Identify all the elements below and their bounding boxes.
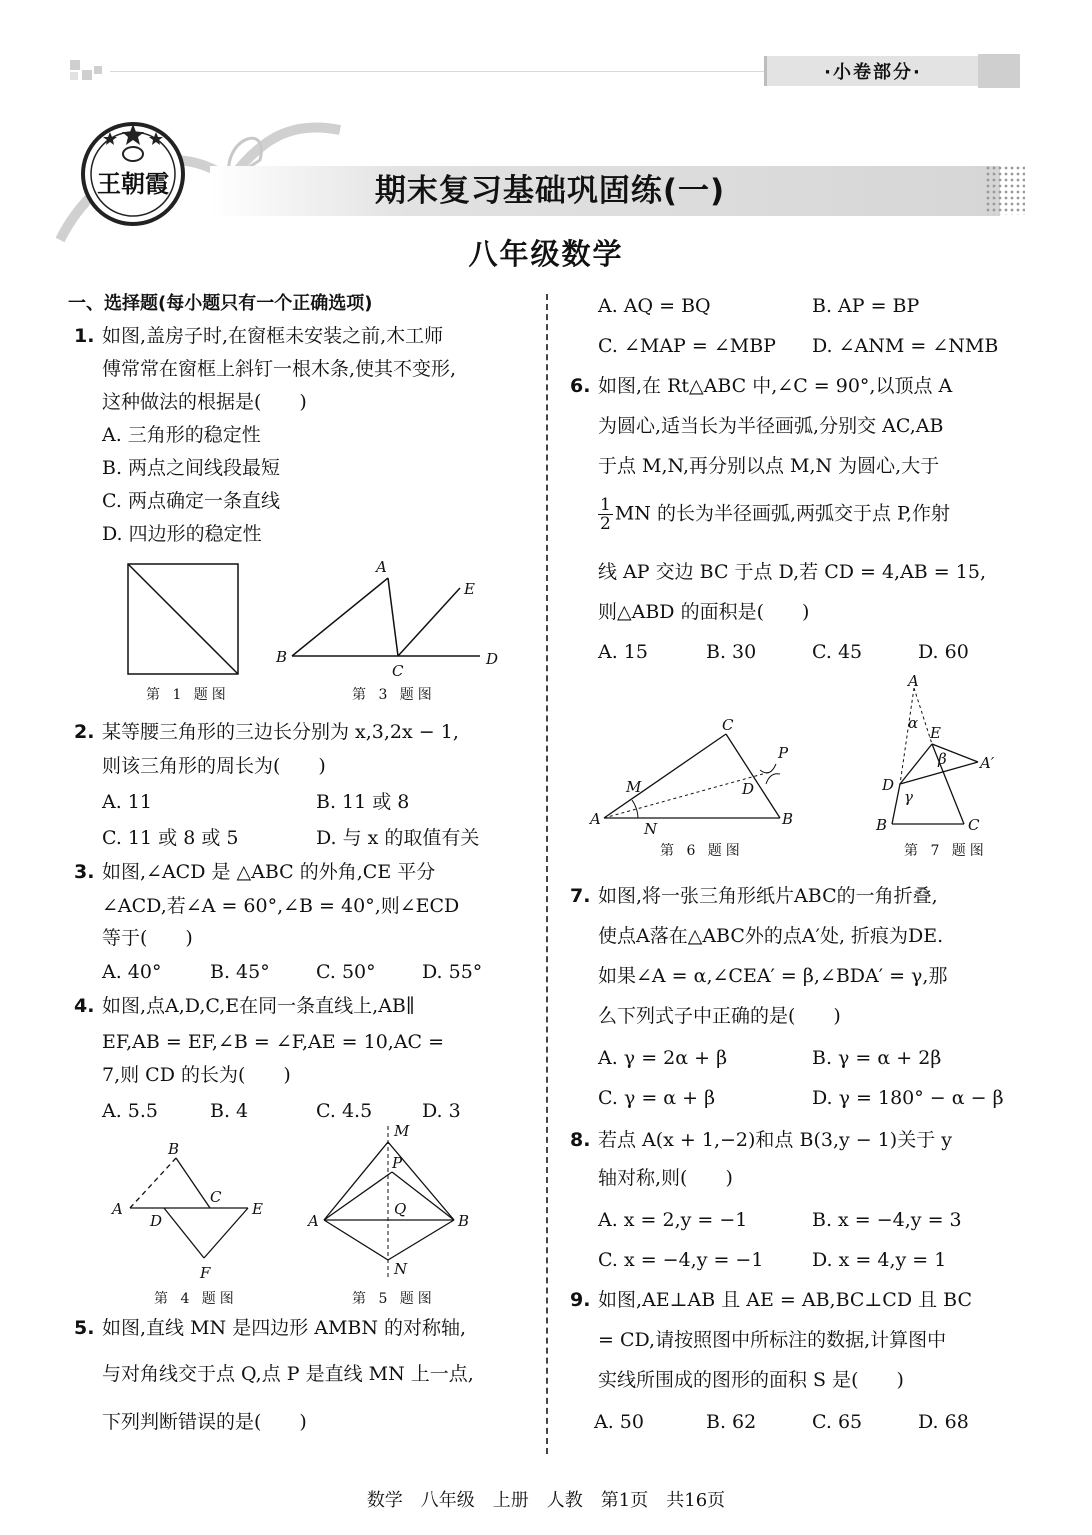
q8-line2: 轴对称,则( ) bbox=[598, 1167, 733, 1189]
figure-1 bbox=[124, 560, 244, 680]
q9-line2: = CD,请按照图中所标注的数据,计算图中 bbox=[598, 1329, 947, 1351]
q4-line2: EF,AB = EF,∠B = ∠F,AE = 10,AC = bbox=[102, 1031, 445, 1053]
q1-option-b: B. 两点之间线段最短 bbox=[102, 457, 281, 479]
fig3-label-c: C bbox=[392, 662, 404, 680]
q3-option-c: C. 50° bbox=[316, 961, 376, 983]
q8-line1: 若点 A(x + 1,−2)和点 B(3,y − 1)关于 y bbox=[598, 1129, 952, 1151]
q7-option-d: D. γ = 180° − α − β bbox=[812, 1087, 1004, 1109]
fig7-label-c: C bbox=[968, 816, 980, 834]
q2-line2: 则该三角形的周长为( ) bbox=[102, 755, 326, 777]
q6-fraction-numerator: 1 bbox=[600, 495, 611, 515]
section-title: 一、选择题(每小题只有一个正确选项) bbox=[68, 293, 373, 314]
q1-line3: 这种做法的根据是( ) bbox=[102, 391, 307, 413]
q1-option-a: A. 三角形的稳定性 bbox=[102, 424, 261, 446]
q7-line3: 如果∠A = α,∠CEA′ = β,∠BDA′ = γ,那 bbox=[598, 965, 948, 987]
q1-option-d: D. 四边形的稳定性 bbox=[102, 523, 262, 545]
figure-1-caption: 第 1 题图 bbox=[146, 687, 230, 703]
fig5-label-q: Q bbox=[394, 1200, 407, 1218]
q6-fraction bbox=[598, 496, 613, 533]
section-tag: ·小卷部分· bbox=[764, 56, 979, 86]
fig6-label-c: C bbox=[722, 716, 734, 734]
column-divider bbox=[546, 294, 548, 1454]
q8-option-b: B. x = −4,y = 3 bbox=[812, 1209, 962, 1231]
q6-option-b: B. 30 bbox=[706, 641, 757, 663]
figure-4-caption: 第 4 题图 bbox=[154, 1291, 238, 1307]
fig7-label-d: D bbox=[882, 776, 895, 794]
fig5-label-b: B bbox=[458, 1212, 470, 1230]
q9-line1: 如图,AE⊥AB 且 AE = AB,BC⊥CD 且 BC bbox=[598, 1289, 972, 1311]
fig4-label-f: F bbox=[200, 1264, 211, 1282]
dot-pattern bbox=[985, 165, 1025, 215]
fig5-label-a: A bbox=[308, 1212, 319, 1230]
q6-option-c: C. 45 bbox=[812, 641, 863, 663]
q5-option-a: A. AQ = BQ bbox=[598, 295, 711, 317]
fig5-label-p: P bbox=[392, 1154, 403, 1172]
q7-option-a: A. γ = 2α + β bbox=[598, 1047, 728, 1069]
fig3-label-a: A bbox=[376, 558, 387, 576]
fig4-label-b: B bbox=[168, 1140, 180, 1158]
q7-line1: 如图,将一张三角形纸片ABC的一角折叠, bbox=[598, 885, 938, 907]
fig4-label-e: E bbox=[252, 1200, 263, 1218]
q4-option-a: A. 5.5 bbox=[102, 1100, 159, 1122]
header-rule bbox=[110, 71, 764, 72]
q9-option-c: C. 65 bbox=[812, 1411, 863, 1433]
figure-7 bbox=[868, 672, 1018, 836]
figure-6 bbox=[584, 712, 814, 840]
q9-option-b: B. 62 bbox=[706, 1411, 757, 1433]
fig6-label-n: N bbox=[644, 820, 658, 838]
q1-line2: 傅常常在窗框上斜钉一根木条,使其不变形, bbox=[102, 358, 457, 380]
q6-line6: 则△ABD 的面积是( ) bbox=[598, 601, 810, 623]
q4-option-c: C. 4.5 bbox=[316, 1100, 373, 1122]
q7-number: 7. bbox=[570, 885, 591, 907]
q5-line1: 如图,直线 MN 是四边形 AMBN 的对称轴, bbox=[102, 1317, 467, 1339]
q6-line1: 如图,在 Rt△ABC 中,∠C = 90°,以顶点 A bbox=[598, 375, 953, 397]
q5-line2: 与对角线交于点 Q,点 P 是直线 MN 上一点, bbox=[102, 1363, 474, 1385]
fig7-label-a-prime: A′ bbox=[980, 754, 995, 772]
figure-7-caption: 第 7 题图 bbox=[904, 843, 988, 859]
fig7-label-alpha: α bbox=[908, 714, 919, 732]
q2-option-b: B. 11 或 8 bbox=[316, 791, 410, 813]
q6-line3: 于点 M,N,再分别以点 M,N 为圆心,大于 bbox=[598, 455, 940, 477]
brand-logo bbox=[78, 116, 188, 226]
q6-option-a: A. 15 bbox=[598, 641, 648, 663]
q2-option-c: C. 11 或 8 或 5 bbox=[102, 827, 239, 849]
q6-line4: MN 的长为半径画弧,两弧交于点 P,作射 bbox=[614, 502, 951, 525]
q5-line3: 下列判断错误的是( ) bbox=[102, 1411, 307, 1433]
page-footer: 数学 八年级 上册 人教 第1页 共16页 bbox=[366, 1490, 726, 1511]
fig3-label-e: E bbox=[464, 580, 475, 598]
fig4-label-a: A bbox=[112, 1200, 123, 1218]
q2-option-a: A. 11 bbox=[102, 791, 152, 813]
q6-number: 6. bbox=[570, 375, 591, 397]
figure-5 bbox=[300, 1120, 480, 1282]
page-title: 期末复习基础巩固练(一) bbox=[374, 173, 726, 209]
q9-option-a: A. 50 bbox=[594, 1411, 644, 1433]
q3-option-a: A. 40° bbox=[102, 961, 162, 983]
q5-option-c: C. ∠MAP = ∠MBP bbox=[598, 335, 776, 357]
q4-option-d: D. 3 bbox=[422, 1100, 461, 1122]
fig6-label-d: D bbox=[742, 780, 755, 798]
fig7-label-beta: β bbox=[938, 750, 947, 768]
page-subtitle: 八年级数学 bbox=[468, 237, 624, 271]
q5-number: 5. bbox=[74, 1317, 95, 1339]
q6-line4-wrap bbox=[598, 496, 950, 533]
q8-number: 8. bbox=[570, 1129, 591, 1151]
figure-5-caption: 第 5 题图 bbox=[352, 1291, 436, 1307]
q4-line3: 7,则 CD 的长为( ) bbox=[102, 1064, 291, 1086]
q4-option-b: B. 4 bbox=[210, 1100, 249, 1122]
q2-option-d: D. 与 x 的取值有关 bbox=[316, 827, 480, 849]
fig7-label-e: E bbox=[930, 724, 941, 742]
fig4-label-c: C bbox=[210, 1188, 222, 1206]
q9-option-d: D. 68 bbox=[918, 1411, 969, 1433]
q6-fraction-denominator: 2 bbox=[600, 514, 611, 534]
q5-option-b: B. AP = BP bbox=[812, 295, 920, 317]
q3-option-b: B. 45° bbox=[210, 961, 270, 983]
q6-option-d: D. 60 bbox=[918, 641, 969, 663]
q1-line1: 如图,盖房子时,在窗框未安装之前,木工师 bbox=[102, 325, 444, 347]
q3-line2: ∠ACD,若∠A = 60°,∠B = 40°,则∠ECD bbox=[102, 895, 460, 917]
figure-3 bbox=[270, 552, 510, 682]
q8-option-d: D. x = 4,y = 1 bbox=[812, 1249, 947, 1271]
section-tag-tail bbox=[978, 54, 1020, 88]
fig3-label-b: B bbox=[276, 648, 288, 666]
q9-number: 9. bbox=[570, 1289, 591, 1311]
q3-line1: 如图,∠ACD 是 △ABC 的外角,CE 平分 bbox=[102, 861, 436, 883]
fig6-label-b: B bbox=[782, 810, 794, 828]
fig5-label-n: N bbox=[394, 1260, 408, 1278]
fig4-label-d: D bbox=[150, 1212, 163, 1230]
q6-line5: 线 AP 交边 BC 于点 D,若 CD = 4,AB = 15, bbox=[598, 561, 986, 583]
fig5-label-m: M bbox=[394, 1122, 410, 1140]
q5-option-d: D. ∠ANM = ∠NMB bbox=[812, 335, 999, 357]
q7-line2: 使点A落在△ABC外的点A′处, 折痕为DE. bbox=[598, 925, 944, 947]
q8-option-a: A. x = 2,y = −1 bbox=[598, 1209, 748, 1231]
q7-line4: 么下列式子中正确的是( ) bbox=[598, 1005, 841, 1027]
fig6-label-m: M bbox=[626, 778, 642, 796]
logo-text: 王朝霞 bbox=[97, 169, 169, 198]
figure-6-caption: 第 6 题图 bbox=[660, 843, 744, 859]
figure-3-caption: 第 3 题图 bbox=[352, 687, 436, 703]
q1-number: 1. bbox=[74, 325, 95, 347]
q8-option-c: C. x = −4,y = −1 bbox=[598, 1249, 764, 1271]
q6-line2: 为圆心,适当长为半径画弧,分别交 AC,AB bbox=[598, 415, 944, 437]
q4-line1: 如图,点A,D,C,E在同一条直线上,AB∥ bbox=[102, 995, 415, 1017]
q2-number: 2. bbox=[74, 721, 95, 743]
q7-option-c: C. γ = α + β bbox=[598, 1087, 716, 1109]
fig3-label-d: D bbox=[486, 650, 499, 668]
q4-number: 4. bbox=[74, 995, 95, 1017]
q3-option-d: D. 55° bbox=[422, 961, 483, 983]
figure-4 bbox=[106, 1134, 276, 1284]
q3-number: 3. bbox=[74, 861, 95, 883]
fig7-label-b: B bbox=[876, 816, 888, 834]
q7-option-b: B. γ = α + 2β bbox=[812, 1047, 942, 1069]
fig7-label-a: A bbox=[908, 672, 919, 690]
fig6-label-a: A bbox=[590, 810, 601, 828]
q9-line3: 实线所围成的图形的面积 S 是( ) bbox=[598, 1369, 904, 1391]
q1-option-c: C. 两点确定一条直线 bbox=[102, 490, 280, 512]
q3-line3: 等于( ) bbox=[102, 927, 193, 949]
fig7-label-gamma: γ bbox=[904, 788, 913, 806]
q2-line1: 某等腰三角形的三边长分别为 x,3,2x − 1, bbox=[102, 721, 459, 743]
fig6-label-p: P bbox=[778, 744, 789, 762]
